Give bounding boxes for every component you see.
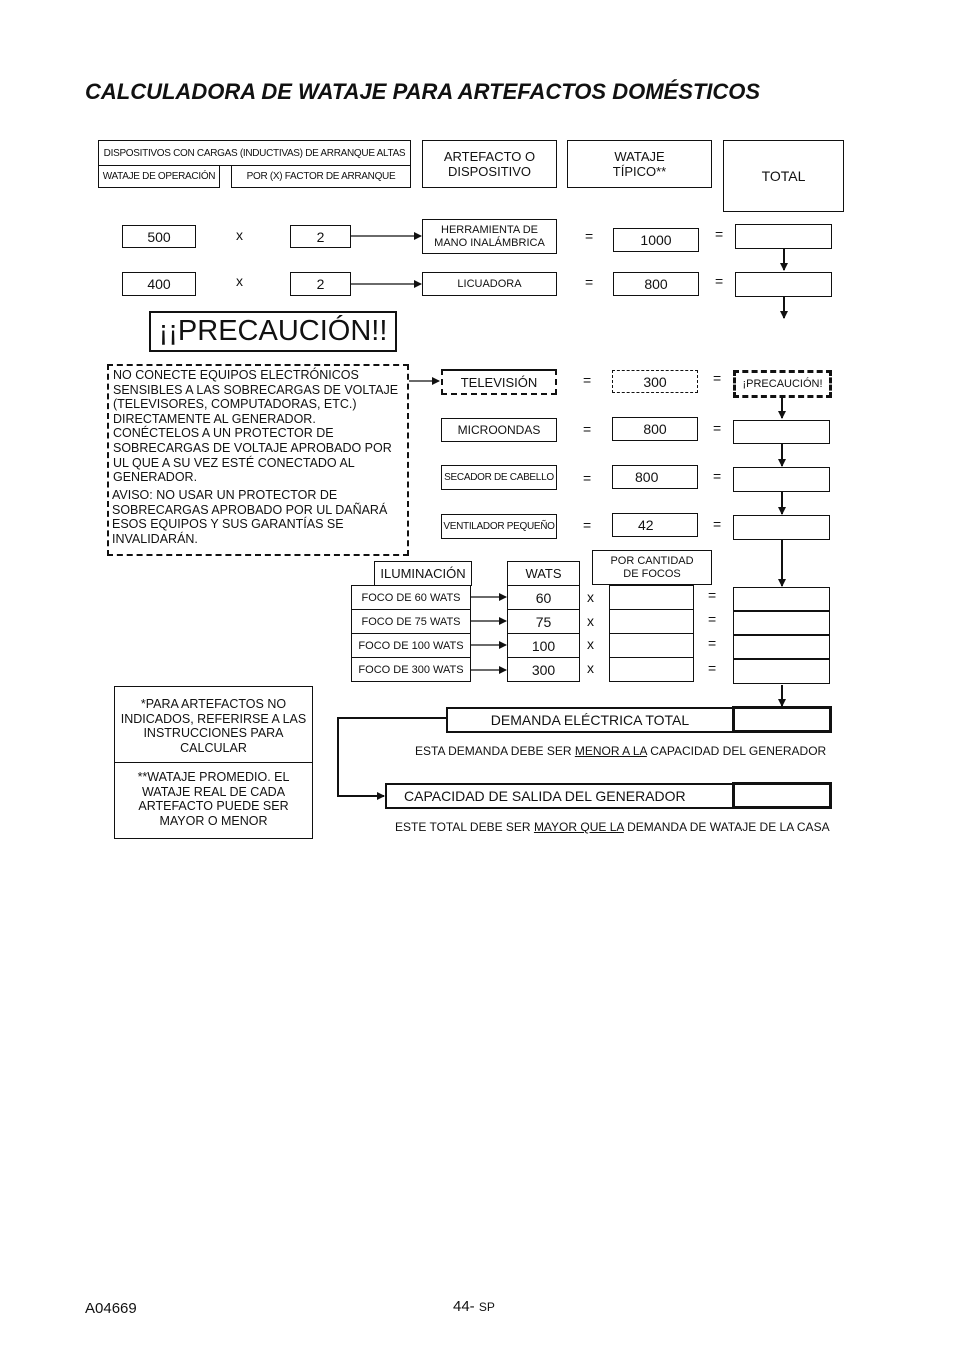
typical-watts-header: WATAJE TÍPICO** <box>567 140 712 188</box>
times-sign: x <box>587 613 594 629</box>
page-suffix: SP <box>478 1300 495 1314</box>
note-text: CAPACIDAD DEL GENERADOR <box>646 744 827 758</box>
equals-sign: = <box>715 226 724 242</box>
lighting-count-field[interactable] <box>609 657 694 682</box>
times-sign: x <box>587 589 594 605</box>
starting-factor-header: POR (X) FACTOR DE ARRANQUE <box>231 165 411 188</box>
lighting-row-watts: 300 <box>507 657 580 682</box>
equals-sign: = <box>583 517 592 533</box>
equals-sign: = <box>708 611 717 627</box>
note-unlisted: *PARA ARTEFACTOS NO INDICADOS, REFERIRSE A LAS INSTRUCCIONES PARA CALCULAR <box>120 697 307 755</box>
appliance-fan-watts[interactable]: 42 <box>612 513 698 537</box>
note-text: DEMANDA DE WATAJE DE LA CASA <box>623 820 830 834</box>
document-code: A04669 <box>85 1300 137 1317</box>
generator-capacity-field[interactable] <box>732 782 832 809</box>
appliance-tv-watts[interactable]: 300 <box>612 370 698 393</box>
page-title: CALCULADORA DE WATAJE PARA ARTEFACTOS DOMÉSTICOS <box>85 79 761 104</box>
equals-sign: = <box>708 660 717 676</box>
equals-sign: = <box>585 228 594 244</box>
equals-sign: = <box>583 470 592 486</box>
appliance-hairdryer-total[interactable] <box>733 467 830 492</box>
equals-sign: = <box>713 420 722 436</box>
lighting-count-field[interactable] <box>609 585 694 610</box>
lighting-row-label: FOCO DE 300 WATS <box>351 657 471 682</box>
times-sign: x <box>236 227 243 243</box>
lighting-count-field[interactable] <box>609 609 694 634</box>
warning-text: AVISO: NO USAR UN PROTECTOR DE SOBRECARGAS APROBADO POR UL DAÑARÁ ESOS EQUIPOS Y SUS GARANTÍAS SE INVALIDARÁN. <box>112 488 388 546</box>
inductive-header: DISPOSITIVOS CON CARGAS (INDUCTIVAS) DE ARRANQUE ALTAS <box>98 140 411 166</box>
equals-sign: = <box>708 587 717 603</box>
page-number-value: 44- <box>453 1298 475 1315</box>
appliance-tv-total: ¡PRECAUCIÓN! <box>733 370 832 398</box>
caution-title: ¡¡PRECAUCIÓN!! <box>149 311 397 352</box>
device-header: ARTEFACTO O DISPOSITIVO <box>422 140 557 188</box>
note-average: **WATAJE PROMEDIO. EL WATAJE REAL DE CADA ARTEFACTO PUEDE SER MAYOR O MENOR <box>137 770 290 828</box>
equals-sign: = <box>713 468 722 484</box>
total-demand-note <box>415 744 826 758</box>
appliance-microwave-total[interactable] <box>733 420 830 444</box>
lighting-count-field[interactable] <box>609 633 694 658</box>
inductive-result-field[interactable]: 800 <box>613 272 699 296</box>
equals-sign: = <box>713 370 722 386</box>
caution-box-top-border <box>107 364 409 366</box>
appliance-microwave-watts[interactable]: 800 <box>612 417 698 441</box>
times-sign: x <box>236 273 243 289</box>
lighting-row-watts: 75 <box>507 609 580 634</box>
lighting-row-watts: 60 <box>507 585 580 610</box>
equals-sign: = <box>715 273 724 289</box>
note-emphasis: MENOR A LA <box>574 744 647 758</box>
total-demand-label: DEMANDA ELÉCTRICA TOTAL <box>446 707 734 733</box>
total-field[interactable] <box>735 224 832 249</box>
lighting-total-field[interactable] <box>733 611 830 635</box>
inductive-watts-field[interactable]: 400 <box>122 272 196 296</box>
equals-sign: = <box>585 274 594 290</box>
equals-sign: = <box>708 635 717 651</box>
page-number <box>453 1298 495 1315</box>
lighting-row-label: FOCO DE 75 WATS <box>351 609 471 634</box>
lighting-total-field[interactable] <box>733 587 830 611</box>
lighting-header: ILUMINACIÓN <box>374 561 472 586</box>
inductive-factor-field[interactable]: 2 <box>290 272 351 296</box>
note-text: ESTE TOTAL DEBE SER <box>395 820 534 834</box>
total-field[interactable] <box>735 272 832 297</box>
inductive-device-label: LICUADORA <box>422 272 557 296</box>
total-demand-field[interactable] <box>732 706 832 733</box>
lighting-row-label: FOCO DE 100 WATS <box>351 633 471 658</box>
inductive-factor-field[interactable]: 2 <box>290 225 351 248</box>
lighting-count-header: POR CANTIDAD DE FOCOS <box>592 550 712 585</box>
generator-capacity-note <box>395 820 830 834</box>
appliance-fan-total[interactable] <box>733 515 830 540</box>
note-text: ESTA DEMANDA DEBE SER <box>415 744 575 758</box>
note-emphasis: MAYOR QUE LA <box>533 820 624 834</box>
inductive-device-label: HERRAMIENTA DE MANO INALÁMBRICA <box>422 219 557 254</box>
lighting-row-label: FOCO DE 60 WATS <box>351 585 471 610</box>
times-sign: x <box>587 660 594 676</box>
appliance-microwave-label: MICROONDAS <box>441 418 557 442</box>
equals-sign: = <box>583 421 592 437</box>
appliance-fan-label: VENTILADOR PEQUEÑO <box>441 514 557 539</box>
operating-watts-header: WATAJE DE OPERACIÓN <box>98 165 220 188</box>
inductive-result-field[interactable]: 1000 <box>613 228 699 252</box>
generator-capacity-label: CAPACIDAD DE SALIDA DEL GENERADOR <box>385 783 734 809</box>
appliance-hairdryer-watts[interactable]: 800 <box>612 465 698 489</box>
times-sign: x <box>587 636 594 652</box>
equals-sign: = <box>583 372 592 388</box>
total-header: TOTAL <box>723 140 844 212</box>
notes-divider <box>114 762 313 763</box>
lighting-total-field[interactable] <box>733 659 830 684</box>
inductive-watts-field[interactable]: 500 <box>122 225 196 248</box>
appliance-tv-label: TELEVISIÓN <box>441 369 557 395</box>
lighting-watts-header: WATS <box>507 561 580 586</box>
caution-text: NO CONECTE EQUIPOS ELECTRÓNICOS SENSIBLES A LAS SOBRECARGAS DE VOLTAJE (TELEVISORES, COMPUTADORAS, ETC.) DIRECTAMENTE AL GENERADOR. CONÉCTELOS A UN PROTECTOR DE SOBRECARGAS DE VOLTAJE APROBADO POR UL QUE A SU VEZ ESTÉ CONECTADO AL GENERADOR. <box>113 368 399 485</box>
equals-sign: = <box>713 516 722 532</box>
lighting-total-field[interactable] <box>733 635 830 659</box>
lighting-row-watts: 100 <box>507 633 580 658</box>
appliance-hairdryer-label: SECADOR DE CABELLO <box>441 465 557 490</box>
